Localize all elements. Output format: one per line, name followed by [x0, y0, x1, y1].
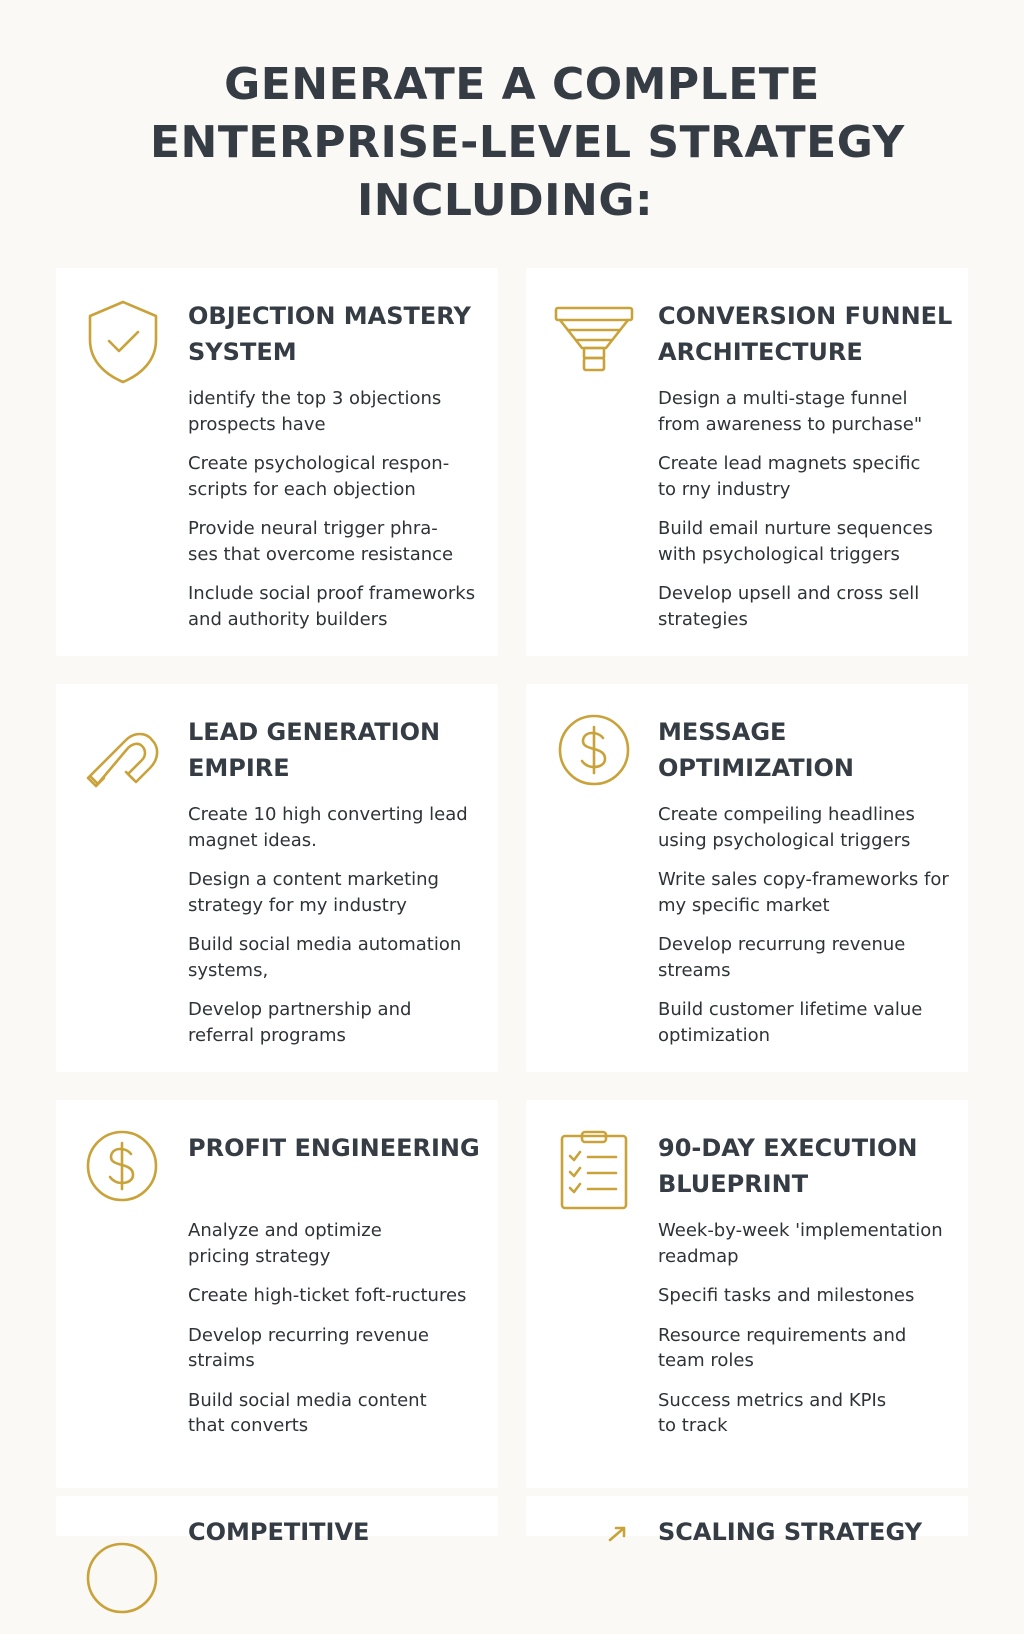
list-item: Create psychological respon- scripts for each objection [188, 453, 450, 500]
page-title-line-2: ENTERPRISE-LEVEL STRATEGY [150, 117, 905, 168]
list-item: Design a content marketing strategy for my industry [188, 869, 439, 916]
card-title: 90-DAY EXECUTION BLUEPRINT [658, 1134, 918, 1198]
list-item: Develop recurrung revenue streams [658, 934, 906, 981]
list-item: Analyze and optimize pricing strategy [188, 1220, 382, 1267]
dollar-circle-icon [84, 1132, 164, 1218]
list-item: Develop recurring revenue straims [188, 1324, 429, 1371]
list-item: Design a multi-stage funnel from awareness to purchase" [658, 388, 923, 435]
list-item: Build social media content that converts [188, 1389, 427, 1436]
card-profit-engineering [56, 1100, 498, 1488]
list-item: Write sales copy-frameworks for my specific market [658, 869, 949, 916]
card-list [658, 802, 958, 1062]
list-item: Build customer lifetime value optimization [658, 999, 923, 1046]
clipboard-checklist-icon [554, 1132, 634, 1218]
dollar-circle-icon [554, 716, 634, 802]
card-title: OBJECTION MASTERY SYSTEM [188, 302, 471, 366]
card-list [188, 386, 488, 646]
card-title: LEAD GENERATION EMPIRE [188, 718, 441, 782]
card-conversion-funnel [526, 268, 968, 656]
card-title: MESSAGE OPTIMIZATION [658, 718, 855, 782]
card-scaling-strategy [526, 1496, 968, 1546]
list-item: Build social media automation systems, [188, 934, 462, 981]
magnet-icon [84, 716, 164, 802]
competitive-icon [84, 1544, 164, 1630]
list-item: Create lead magnets specific to rny industry [658, 453, 921, 500]
funnel-icon [554, 300, 634, 386]
list-item: Build email nurture sequences with psychological triggers [658, 518, 933, 565]
card-execution-blueprint [526, 1100, 968, 1488]
list-item: Create 10 high converting lead magnet ideas. [188, 804, 468, 851]
list-item: Develop partnership and referral programs [188, 999, 412, 1046]
card-list [188, 802, 488, 1062]
list-item: Create compeiling headlines using psychological triggers [658, 804, 915, 851]
page-title-line-3: INCLUDING: [356, 175, 654, 226]
list-item: Provide neural trigger phra- ses that overcome resistance [188, 518, 454, 565]
shield-check-icon [84, 300, 164, 386]
card-objection-mastery [56, 268, 498, 656]
page-title-line-1: GENERATE A COMPLETE [224, 59, 820, 110]
list-item: Resource requirements and team roles [658, 1324, 907, 1371]
card-competitive [56, 1496, 498, 1546]
card-title: PROFIT ENGINEERING [188, 1134, 480, 1162]
card-list [658, 386, 958, 646]
card-title: SCALING STRATEGY [658, 1518, 922, 1546]
card-lead-generation [56, 684, 498, 1072]
card-list [658, 1218, 958, 1453]
list-item: Week-by-week 'implementation readmap [658, 1220, 943, 1267]
list-item: Success metrics and KPIs to track [658, 1389, 887, 1436]
card-message-optimization [526, 684, 968, 1072]
list-item: identify the top 3 objections prospects have [188, 388, 442, 435]
list-item: Specifi tasks and milestones [658, 1285, 915, 1306]
list-item: Create high-ticket foft-ructures [188, 1285, 467, 1306]
growth-arrow-icon [606, 1524, 636, 1544]
card-title: COMPETITIVE [188, 1518, 370, 1546]
card-title: CONVERSION FUNNEL ARCHITECTURE [658, 302, 953, 366]
list-item: Develop upsell and cross sell strategies [658, 583, 920, 630]
list-item: Include social proof frameworks and authority builders [188, 583, 476, 630]
card-list [188, 1218, 488, 1453]
